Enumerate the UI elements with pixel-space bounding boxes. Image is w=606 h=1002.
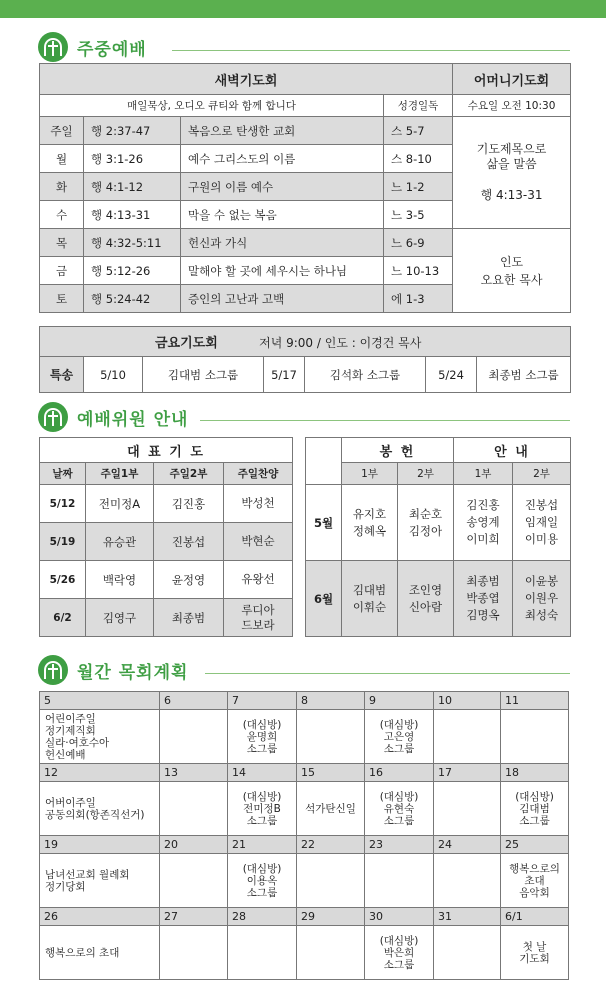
friday-date: 5/17 <box>264 357 305 393</box>
calendar-day-number: 6/1 <box>501 908 569 926</box>
calendar-date-row <box>40 764 569 782</box>
ref-cell: 행 4:1-12 <box>84 173 181 201</box>
calendar-day-number: 15 <box>297 764 365 782</box>
mothers-lead-line: 인도 <box>499 254 524 269</box>
friday-info: 저녁 9:00 / 인도 : 이경건 목사 <box>259 336 422 350</box>
topic-cell: 말해야 할 곳에 세우시는 하나님 <box>181 257 384 285</box>
table-row <box>306 561 571 637</box>
prayer-title: 대 표 기 도 <box>40 438 293 463</box>
dawn-title: 새벽기도회 <box>40 64 453 95</box>
day-cell: 목 <box>40 229 84 257</box>
reading-head: 성경일독 <box>384 95 453 117</box>
calendar-event <box>501 710 569 764</box>
calendar-day-number: 11 <box>501 692 569 710</box>
calendar-event: (대심방) 이용옥 소그룹 <box>228 854 297 908</box>
day-cell: 화 <box>40 173 84 201</box>
calendar-event: 석가탄신일 <box>297 782 365 836</box>
calendar-day-number: 9 <box>365 692 434 710</box>
mothers-topic-line: 기도제목으로 <box>476 142 547 156</box>
calendar-day-number: 8 <box>297 692 365 710</box>
calendar-day-number: 20 <box>160 836 228 854</box>
calendar-event <box>434 710 501 764</box>
calendar-day-number: 25 <box>501 836 569 854</box>
calendar-event: (대심방) 고은영 소그룹 <box>365 710 434 764</box>
calendar-day-number: 13 <box>160 764 228 782</box>
calendar-event-row <box>40 926 569 980</box>
day-cell: 주일 <box>40 117 84 145</box>
table-row <box>40 599 293 637</box>
prayer-col-date: 날짜 <box>40 463 86 485</box>
section-title: 월간 목회계획 <box>77 662 189 683</box>
table-row <box>40 561 293 599</box>
topic-cell: 구원의 이름 예수 <box>181 173 384 201</box>
section-title: 예배위원 안내 <box>77 409 189 430</box>
blank-corner <box>306 438 342 485</box>
calendar-date-row <box>40 692 569 710</box>
ref-cell: 행 4:32-5:11 <box>84 229 181 257</box>
calendar-event: 행복으로의 초대 <box>40 926 160 980</box>
table-row <box>40 117 571 145</box>
church-cross-icon <box>38 402 68 432</box>
representative-prayer-table <box>39 437 293 637</box>
calendar-day-number: 30 <box>365 908 434 926</box>
reading-cell: 느 6-9 <box>384 229 453 257</box>
offering-names: 최순호 김정아 <box>398 485 454 561</box>
calendar-day-number: 21 <box>228 836 297 854</box>
prayer-name: 유왕선 <box>224 561 293 599</box>
calendar-day-number: 26 <box>40 908 160 926</box>
prayer-name: 전미정A <box>86 485 154 523</box>
offering-month: 5월 <box>306 485 342 561</box>
day-cell: 금 <box>40 257 84 285</box>
dawn-prayer-table <box>39 63 571 313</box>
friday-group: 최종범 소그룹 <box>477 357 571 393</box>
prayer-date: 5/19 <box>40 523 86 561</box>
prayer-date: 6/2 <box>40 599 86 637</box>
reading-cell: 느 1-2 <box>384 173 453 201</box>
calendar-event-row <box>40 710 569 764</box>
prayer-date: 5/12 <box>40 485 86 523</box>
table-row <box>40 485 293 523</box>
calendar-event: (대심방) 김대범 소그룹 <box>501 782 569 836</box>
calendar-event: 남녀선교회 월례회 정기당회 <box>40 854 160 908</box>
ref-cell: 행 5:12-26 <box>84 257 181 285</box>
mothers-topic-line: 삶을 말씀 <box>486 157 537 171</box>
prayer-name: 백락영 <box>86 561 154 599</box>
guide-sub-1: 1부 <box>454 463 513 485</box>
calendar-event <box>160 854 228 908</box>
prayer-name: 유승관 <box>86 523 154 561</box>
calendar-day-number: 5 <box>40 692 160 710</box>
calendar-event: 첫 날 기도회 <box>501 926 569 980</box>
calendar-day-number: 24 <box>434 836 501 854</box>
reading-cell: 스 5-7 <box>384 117 453 145</box>
prayer-name: 최종범 <box>154 599 224 637</box>
calendar-event <box>297 710 365 764</box>
mothers-lead-line: 오요한 목사 <box>480 272 543 287</box>
calendar-event <box>160 782 228 836</box>
calendar-day-number: 23 <box>365 836 434 854</box>
offering-sub-2: 2부 <box>398 463 454 485</box>
offering-guide-table <box>305 437 571 637</box>
mothers-ref: 행 4:13-31 <box>480 188 543 202</box>
calendar-event: (대심방) 윤명희 소그룹 <box>228 710 297 764</box>
calendar-day-number: 10 <box>434 692 501 710</box>
mothers-lead-cell <box>453 229 571 313</box>
prayer-col-1: 주일1부 <box>86 463 154 485</box>
offering-names: 이윤봉 이원우 최성숙 <box>513 561 571 637</box>
monthly-calendar <box>39 691 569 980</box>
offering-title: 봉 헌 <box>342 438 454 463</box>
prayer-name: 윤정영 <box>154 561 224 599</box>
prayer-col-2: 주일2부 <box>154 463 224 485</box>
table-row <box>306 485 571 561</box>
top-accent-bar <box>0 0 606 18</box>
calendar-day-number: 16 <box>365 764 434 782</box>
topic-cell: 막을 수 없는 복음 <box>181 201 384 229</box>
calendar-event <box>434 854 501 908</box>
offering-names: 조인영 신아람 <box>398 561 454 637</box>
calendar-event <box>228 926 297 980</box>
table-row <box>40 229 571 257</box>
calendar-day-number: 6 <box>160 692 228 710</box>
calendar-day-number: 28 <box>228 908 297 926</box>
calendar-event <box>297 854 365 908</box>
calendar-event: 행복으로의 초대 음악회 <box>501 854 569 908</box>
prayer-date: 5/26 <box>40 561 86 599</box>
section-divider <box>205 673 570 674</box>
topic-cell: 헌신과 가식 <box>181 229 384 257</box>
calendar-event <box>434 926 501 980</box>
calendar-event <box>434 782 501 836</box>
calendar-event <box>160 710 228 764</box>
calendar-event: (대심방) 전미정B 소그룹 <box>228 782 297 836</box>
offering-names: 최종범 박종엽 김명옥 <box>454 561 513 637</box>
calendar-event-row <box>40 782 569 836</box>
section-header-service <box>38 401 188 433</box>
topic-cell: 복음으로 탄생한 교회 <box>181 117 384 145</box>
calendar-day-number: 17 <box>434 764 501 782</box>
church-cross-icon <box>38 32 68 62</box>
day-cell: 토 <box>40 285 84 313</box>
friday-date: 5/10 <box>84 357 143 393</box>
calendar-event <box>365 854 434 908</box>
calendar-event-row <box>40 854 569 908</box>
prayer-name: 진봉섭 <box>154 523 224 561</box>
prayer-col-praise: 주일찬양 <box>224 463 293 485</box>
section-divider <box>200 420 570 421</box>
table-row <box>40 523 293 561</box>
mothers-time: 수요일 오전 10:30 <box>453 95 571 117</box>
calendar-event: (대심방) 유현숙 소그룹 <box>365 782 434 836</box>
dawn-subtitle: 매일묵상, 오디오 큐티와 함께 합니다 <box>40 95 384 117</box>
section-divider <box>172 50 570 51</box>
calendar-event: 어린이주일 정기제직회 실라·여호수아 헌신예배 <box>40 710 160 764</box>
topic-cell: 증인의 고난과 고백 <box>181 285 384 313</box>
prayer-name: 루디아 드보라 <box>224 599 293 637</box>
offering-sub-1: 1부 <box>342 463 398 485</box>
friday-title: 금요기도회 <box>155 336 218 351</box>
section-title: 주중예배 <box>77 39 147 60</box>
reading-cell: 느 3-5 <box>384 201 453 229</box>
day-cell: 수 <box>40 201 84 229</box>
offering-names: 진봉섭 임재일 이미용 <box>513 485 571 561</box>
section-header-monthly <box>38 654 188 686</box>
offering-month: 6월 <box>306 561 342 637</box>
mothers-title: 어머니기도회 <box>453 64 571 95</box>
special-song-label: 특송 <box>40 357 84 393</box>
mothers-topic-cell <box>453 117 571 229</box>
calendar-date-row <box>40 836 569 854</box>
calendar-day-number: 22 <box>297 836 365 854</box>
calendar-day-number: 19 <box>40 836 160 854</box>
calendar-day-number: 31 <box>434 908 501 926</box>
ref-cell: 행 3:1-26 <box>84 145 181 173</box>
calendar-event: 어버이주일 공동의회(항존직선거) <box>40 782 160 836</box>
friday-date: 5/24 <box>426 357 477 393</box>
reading-cell: 느 10-13 <box>384 257 453 285</box>
calendar-day-number: 14 <box>228 764 297 782</box>
prayer-name: 김진홍 <box>154 485 224 523</box>
church-cross-icon <box>38 655 68 685</box>
offering-names: 김대범 이휘순 <box>342 561 398 637</box>
ref-cell: 행 4:13-31 <box>84 201 181 229</box>
section-header-weekly <box>38 31 147 63</box>
offering-names: 유지호 정혜옥 <box>342 485 398 561</box>
calendar-date-row <box>40 908 569 926</box>
day-cell: 월 <box>40 145 84 173</box>
prayer-name: 박현순 <box>224 523 293 561</box>
topic-cell: 예수 그리스도의 이름 <box>181 145 384 173</box>
calendar-day-number: 18 <box>501 764 569 782</box>
calendar-day-number: 27 <box>160 908 228 926</box>
offering-names: 김진홍 송영계 이미희 <box>454 485 513 561</box>
guide-title: 안 내 <box>454 438 571 463</box>
ref-cell: 행 5:24-42 <box>84 285 181 313</box>
calendar-day-number: 29 <box>297 908 365 926</box>
prayer-name: 박성천 <box>224 485 293 523</box>
calendar-event <box>160 926 228 980</box>
calendar-event: (대심방) 박은희 소그룹 <box>365 926 434 980</box>
calendar-day-number: 12 <box>40 764 160 782</box>
reading-cell: 스 8-10 <box>384 145 453 173</box>
ref-cell: 행 2:37-47 <box>84 117 181 145</box>
reading-cell: 에 1-3 <box>384 285 453 313</box>
guide-sub-2: 2부 <box>513 463 571 485</box>
friday-group: 김석화 소그룹 <box>305 357 426 393</box>
friday-prayer-table <box>39 326 571 393</box>
prayer-name: 김영구 <box>86 599 154 637</box>
calendar-day-number: 7 <box>228 692 297 710</box>
friday-group: 김대범 소그룹 <box>143 357 264 393</box>
calendar-event <box>297 926 365 980</box>
